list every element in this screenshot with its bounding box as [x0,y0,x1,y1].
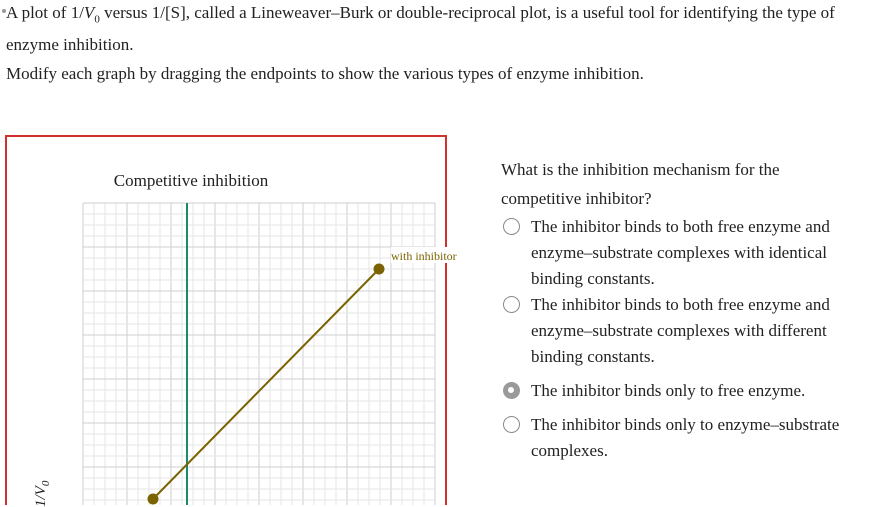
upper-endpoint-handle[interactable] [374,264,385,275]
intro-v-subscript: 0 [94,13,100,26]
option-label: The inhibitor binds to both free enzyme and enzyme–substrate complexes with different binding constants. [531,295,830,366]
option-different-binding[interactable] [503,292,863,370]
radio-button-selected[interactable] [503,382,520,399]
radio-button[interactable] [503,416,520,433]
option-free-enzyme[interactable] [503,378,863,404]
y-axis-label-subscript: 0 [40,480,52,487]
intro-line2: enzyme inhibition. [6,35,134,55]
y-axis-label-text: 1/V [33,486,49,507]
radio-button[interactable] [503,296,520,313]
question-text: What is the inhibition mechanism for the competitive inhibitor? [501,160,780,208]
option-label: The inhibitor binds only to enzyme–substrate complexes. [531,415,840,460]
plot-area [7,137,457,505]
option-label: The inhibitor binds only to free enzyme. [531,381,806,400]
answer-options [503,214,863,464]
intro-text: A plot of $1/V_0$ versus 1/[S], called a Lineweaver–Burk or double-reciprocal plot, is a useful tool for identifying the type of enzyme inhibition. [6,0,890,57]
inhibitor-label: with inhibitor [391,249,457,263]
lower-endpoint-handle[interactable] [148,494,159,505]
option-identical-binding[interactable] [503,214,863,292]
plot-grid [83,203,435,505]
radio-button[interactable] [503,218,520,235]
option-es-complex[interactable] [503,412,863,464]
bullet-dot [2,9,6,13]
option-label: The inhibitor binds to both free enzyme and enzyme–substrate complexes with identical binding constants. [531,217,830,288]
graph-panel [5,135,457,507]
intro-line1-suffix: versus 1/[S], called a Lineweaver–Burk or double-reciprocal plot, is a useful tool for identifying the type of [99,3,835,22]
graph-title: Competitive inhibition [113,171,269,190]
instruction-text: Modify each graph by dragging the endpoints to show the various types of enzyme inhibition. [6,64,644,83]
intro-line1-prefix: A plot of 1/ [6,3,84,22]
